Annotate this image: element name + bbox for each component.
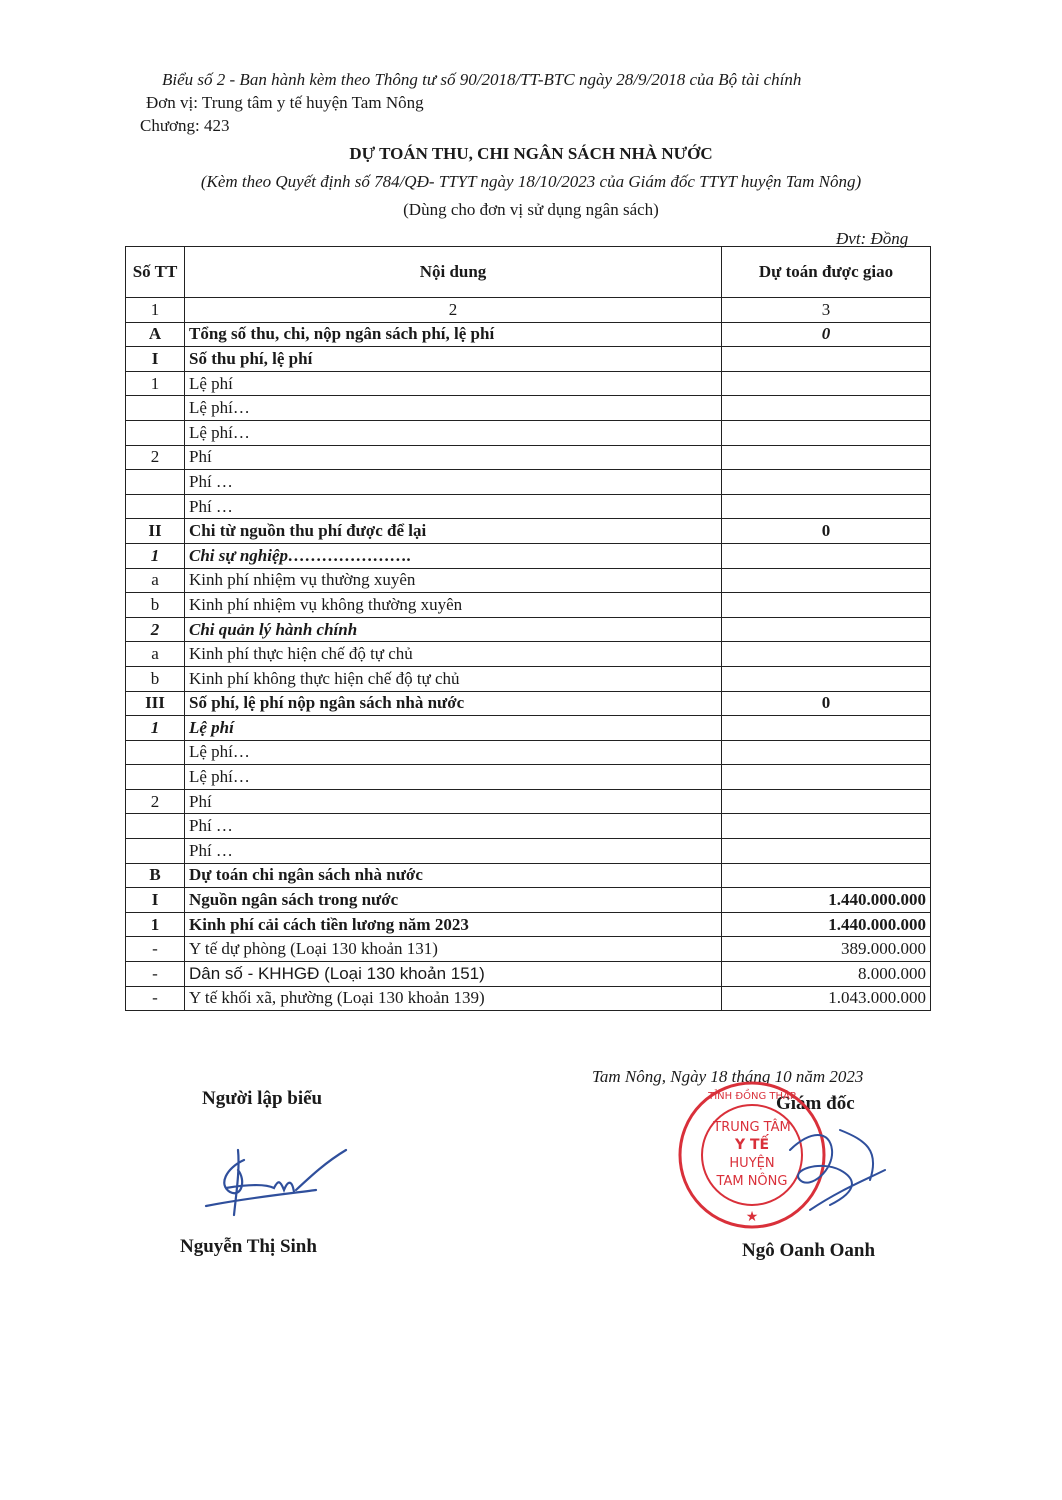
row-amount: [722, 642, 931, 667]
table-row: [126, 814, 931, 839]
row-number: A: [126, 322, 185, 347]
row-content: Kinh phí thực hiện chế độ tự chủ: [185, 642, 722, 667]
table-row: [126, 839, 931, 864]
row-content: Lệ phí…: [185, 396, 722, 421]
row-amount: [722, 666, 931, 691]
document-subtitle: (Kèm theo Quyết định số 784/QĐ- TTYT ngày 18/10/2023 của Giám đốc TTYT huyện Tam Nông): [200, 172, 862, 191]
row-content: Chi từ nguồn thu phí được để lại: [185, 519, 722, 544]
table-row: [126, 420, 931, 445]
row-number: I: [126, 888, 185, 913]
row-number: III: [126, 691, 185, 716]
table-row: [126, 617, 931, 642]
row-content: Tổng số thu, chi, nộp ngân sách phí, lệ phí: [185, 322, 722, 347]
row-number: b: [126, 593, 185, 618]
row-amount: [722, 863, 931, 888]
row-amount: [722, 789, 931, 814]
row-number: II: [126, 519, 185, 544]
table-row: [126, 716, 931, 741]
table-row: [126, 445, 931, 470]
row-number: -: [126, 937, 185, 962]
row-number: 1: [126, 716, 185, 741]
table-row: [126, 691, 931, 716]
row-number: [126, 470, 185, 495]
seal-star-icon: ★: [745, 1209, 759, 1225]
row-number: 2: [126, 789, 185, 814]
table-row: [126, 912, 931, 937]
row-content: Lệ phí…: [185, 420, 722, 445]
row-content: Y tế khối xã, phường (Loại 130 khoản 139): [185, 986, 722, 1011]
row-amount: 1.440.000.000: [722, 912, 931, 937]
row-number: [126, 765, 185, 790]
row-number: [126, 814, 185, 839]
row-content: Chi sự nghiệp………………….: [185, 543, 722, 568]
row-content: Phí …: [185, 494, 722, 519]
preparer-title: Người lập biểu: [202, 1088, 323, 1109]
header-amount: Dự toán được giao: [722, 247, 931, 298]
row-number: [126, 740, 185, 765]
table-row: [126, 888, 931, 913]
row-amount: [722, 593, 931, 618]
row-content: Y tế dự phòng (Loại 130 khoản 131): [185, 937, 722, 962]
row-content: Phí …: [185, 470, 722, 495]
row-amount: [722, 470, 931, 495]
row-number: [126, 839, 185, 864]
row-amount: [722, 420, 931, 445]
row-number: 2: [126, 445, 185, 470]
table-row: [126, 642, 931, 667]
row-amount: [722, 839, 931, 864]
row-amount: 389.000.000: [722, 937, 931, 962]
row-amount: [722, 494, 931, 519]
usage-note: (Dùng cho đơn vị sử dụng ngân sách): [403, 200, 659, 219]
table-row: [126, 371, 931, 396]
row-content: Phí …: [185, 839, 722, 864]
row-content: Nguồn ngân sách trong nước: [185, 888, 722, 913]
row-number: b: [126, 666, 185, 691]
seal-line: Y TẾ: [734, 1137, 770, 1153]
table-row: [126, 962, 931, 987]
row-amount: 0: [722, 519, 931, 544]
table-row: [126, 543, 931, 568]
header-content: Nội dung: [185, 247, 722, 298]
row-number: 1: [126, 912, 185, 937]
row-amount: [722, 568, 931, 593]
table-row: [126, 863, 931, 888]
preparer-name: Nguyễn Thị Sinh: [180, 1236, 317, 1257]
row-number: 1: [126, 371, 185, 396]
row-amount: [722, 617, 931, 642]
row-content: Phí …: [185, 814, 722, 839]
row-amount: [722, 445, 931, 470]
row-content: Lệ phí: [185, 371, 722, 396]
table-row: [126, 568, 931, 593]
preparer-signature: [196, 1140, 356, 1230]
row-amount: 1.043.000.000: [722, 986, 931, 1011]
row-amount: [722, 347, 931, 372]
index-cell: 3: [722, 298, 931, 323]
row-number: I: [126, 347, 185, 372]
row-amount: [722, 740, 931, 765]
row-number: 2: [126, 617, 185, 642]
index-cell: 1: [126, 298, 185, 323]
header-no: Số TT: [126, 247, 185, 298]
table-row: [126, 470, 931, 495]
signature-date: Tam Nông, Ngày 18 tháng 10 năm 2023: [592, 1067, 864, 1086]
row-content: Kinh phí nhiệm vụ không thường xuyên: [185, 593, 722, 618]
seal-line: TRUNG TÂM: [713, 1120, 791, 1135]
row-number: [126, 420, 185, 445]
currency-unit: Đvt: Đồng: [836, 229, 909, 248]
table-row: [126, 740, 931, 765]
row-content: Lệ phí…: [185, 740, 722, 765]
director-signature: [770, 1110, 890, 1220]
row-number: a: [126, 642, 185, 667]
table-row: [126, 322, 931, 347]
row-content: Lệ phí…: [185, 765, 722, 790]
seal-ring-text: TỈNH ĐỒNG THÁP: [708, 1091, 796, 1102]
row-number: -: [126, 962, 185, 987]
row-number: [126, 494, 185, 519]
budget-table: [125, 246, 931, 1011]
row-amount: [722, 814, 931, 839]
row-amount: 0: [722, 322, 931, 347]
chapter-line: Chương: 423: [140, 116, 230, 135]
row-content: Kinh phí cải cách tiền lương năm 2023: [185, 912, 722, 937]
document-title: DỰ TOÁN THU, CHI NGÂN SÁCH NHÀ NƯỚC: [349, 144, 713, 163]
row-content: Dự toán chi ngân sách nhà nước: [185, 863, 722, 888]
unit-line: Đơn vị: Trung tâm y tế huyện Tam Nông: [146, 93, 424, 112]
row-content: Chi quản lý hành chính: [185, 617, 722, 642]
table-row: [126, 765, 931, 790]
table-row: [126, 347, 931, 372]
table-row: [126, 396, 931, 421]
row-content: Lệ phí: [185, 716, 722, 741]
seal-line: HUYỆN: [729, 1156, 775, 1171]
row-content: Phí: [185, 789, 722, 814]
row-amount: [722, 543, 931, 568]
row-amount: [722, 371, 931, 396]
row-amount: [722, 396, 931, 421]
row-amount: 8.000.000: [722, 962, 931, 987]
table-row: [126, 494, 931, 519]
row-content: Kinh phí nhiệm vụ thường xuyên: [185, 568, 722, 593]
row-number: 1: [126, 543, 185, 568]
director-name: Ngô Oanh Oanh: [742, 1240, 876, 1261]
seal-line: TAM NÔNG: [716, 1174, 788, 1189]
row-content: Dân số - KHHGĐ (Loại 130 khoản 151): [185, 962, 722, 987]
table-row: [126, 666, 931, 691]
row-amount: [722, 765, 931, 790]
index-cell: 2: [185, 298, 722, 323]
row-content: Kinh phí không thực hiện chế độ tự chủ: [185, 666, 722, 691]
row-number: -: [126, 986, 185, 1011]
row-content: Phí: [185, 445, 722, 470]
row-number: B: [126, 863, 185, 888]
director-title: Giám đốc: [776, 1093, 855, 1114]
table-row: [126, 937, 931, 962]
row-amount: 0: [722, 691, 931, 716]
row-content: Số thu phí, lệ phí: [185, 347, 722, 372]
table-row: [126, 789, 931, 814]
row-amount: 1.440.000.000: [722, 888, 931, 913]
table-row: [126, 986, 931, 1011]
row-number: [126, 396, 185, 421]
form-reference: Biểu số 2 - Ban hành kèm theo Thông tư số 90/2018/TT-BTC ngày 28/9/2018 của Bộ tài chính: [162, 70, 802, 89]
table-row: [126, 593, 931, 618]
index-row: [126, 298, 931, 323]
row-number: a: [126, 568, 185, 593]
table-row: [126, 519, 931, 544]
table-header-row: [126, 247, 931, 298]
row-amount: [722, 716, 931, 741]
row-content: Số phí, lệ phí nộp ngân sách nhà nước: [185, 691, 722, 716]
